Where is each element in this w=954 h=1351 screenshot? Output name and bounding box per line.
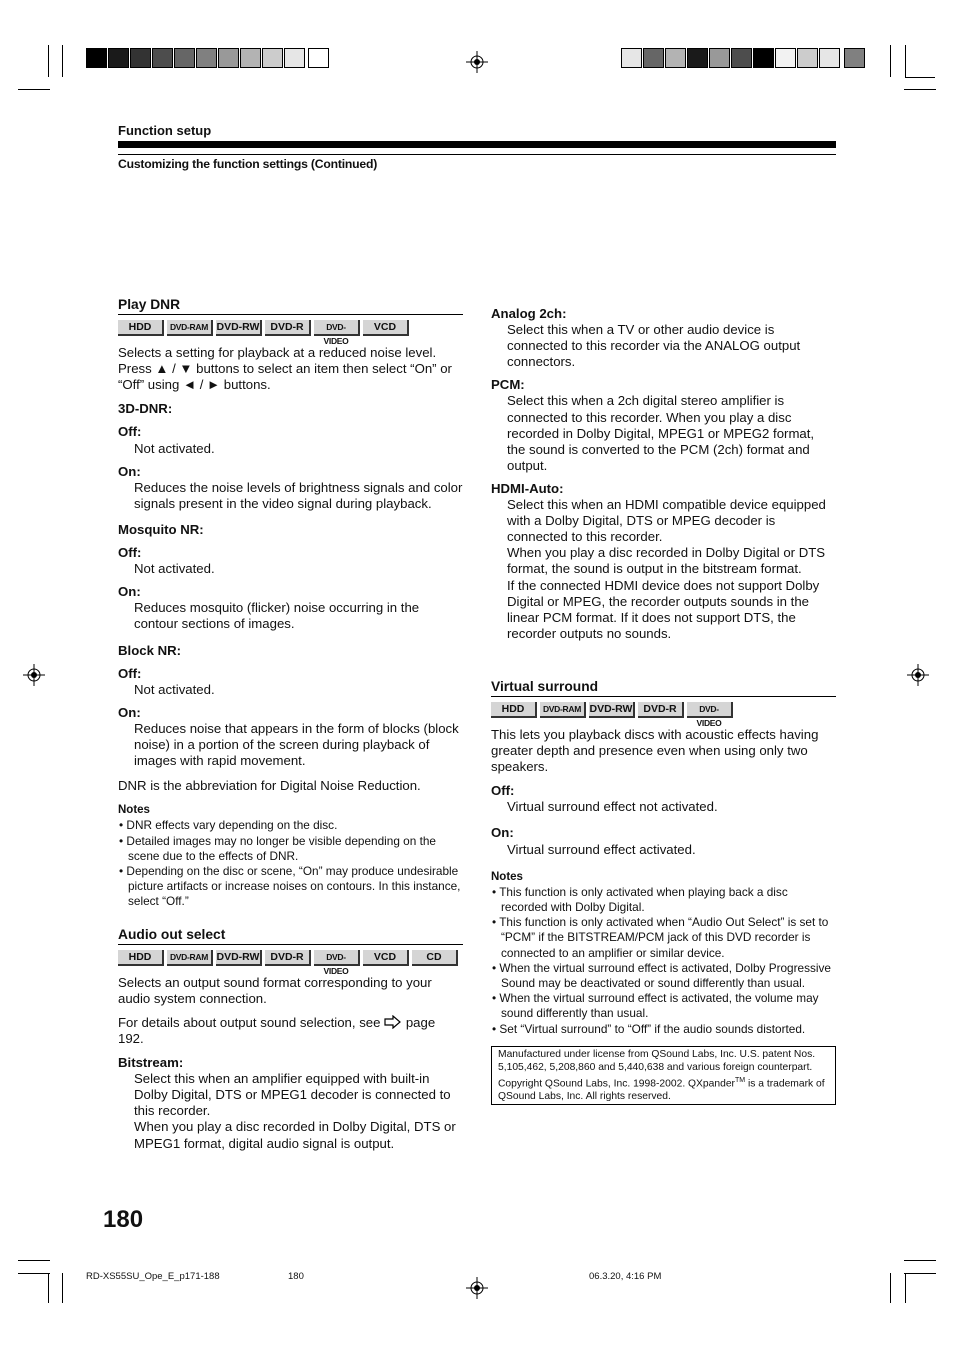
- swatch: [262, 48, 283, 68]
- right-column: [491, 306, 836, 1105]
- footer-file-page: 180: [288, 1271, 304, 1282]
- badge-dvd-r: DVD-R: [265, 320, 311, 336]
- page-number: 180: [103, 1206, 144, 1233]
- badge-vcd: VCD: [363, 950, 409, 966]
- audio-out-intro: Selects an output sound format corresponding to your audio system connection.: [118, 974, 432, 1006]
- vs-on-desc: Virtual surround effect activated.: [507, 841, 696, 857]
- swatch: [130, 48, 151, 68]
- badge-dvd-rw: DVD-RW: [216, 320, 262, 336]
- swatch: [284, 48, 305, 68]
- crop-mark: [905, 77, 935, 78]
- list-item: • When the virtual surround effect is activated, the volume may sound differently than usual.: [491, 991, 836, 1021]
- play-dnr-intro: Selects a setting for playback at a reduced noise level. Press ▲ / ▼ buttons to select an item then select “On” or “Off” using ◄ / ► buttons.: [118, 345, 452, 393]
- badge-dvd-video: DVD-VIDEO: [314, 950, 360, 966]
- badge-dvd-video: DVD-VIDEO: [687, 702, 733, 718]
- vs-off-desc: Virtual surround effect not activated.: [507, 799, 718, 815]
- 3d-dnr-on-term: On:: [118, 463, 141, 479]
- section-header: Function setup: [118, 123, 212, 138]
- 3d-dnr-on-desc: Reduces the noise levels of brightness signals and color signals present in the video signal during playback.: [134, 479, 463, 511]
- hdmi-auto-desc-2: When you play a disc recorded in Dolby Digital or DTS format, the sound is output in the bitstream format.: [507, 545, 826, 577]
- swatch: [775, 48, 796, 68]
- swatch: [665, 48, 686, 68]
- hdmi-auto-desc-3: If the connected HDMI device does not support Dolby Digital or MPEG, the recorder outputs sounds in the linear PCM format. If it does not support DTS, the recorder outputs no sounds.: [507, 577, 820, 641]
- list-item: • This function is only activated when playing back a disc recorded with Dolby Digital.: [491, 885, 836, 915]
- crop-mark: [18, 1260, 50, 1261]
- badge-dvd-ram: DVD-RAM: [167, 950, 213, 966]
- 3d-dnr-off-desc: Not activated.: [134, 440, 215, 456]
- badge-hdd: HDD: [118, 950, 164, 966]
- pcm-term: PCM:: [491, 377, 525, 393]
- block-nr-off-term: Off:: [118, 665, 142, 681]
- play-dnr-notes-title: Notes: [118, 804, 150, 817]
- details-text: For details about output sound selection, see: [118, 1014, 381, 1030]
- swatch: [797, 48, 818, 68]
- registration-mark-icon: [907, 664, 929, 686]
- trademark-symbol: TM: [734, 1076, 746, 1084]
- pcm-desc: Select this when a 2ch digital stereo amplifier is connected to this recorder. When you play a disc recorded in Dolby Digital, MPEG1 or MPEG2 format, the sound is converted to the PCM (2ch) format and output.: [507, 393, 815, 473]
- audio-out-badges: [118, 950, 463, 976]
- crop-mark: [18, 89, 50, 90]
- play-dnr-title: Play DNR: [118, 297, 463, 315]
- crop-mark: [904, 1260, 936, 1261]
- bitstream-desc: Select this when an amplifier equipped with built-in Dolby Digital, DTS or MPEG1 decoder is connected to this recorder.: [134, 1071, 451, 1119]
- swatch: [844, 48, 865, 68]
- audio-out-details: [118, 1015, 463, 1047]
- subsection-header: Customizing the function settings (Continued): [118, 157, 378, 171]
- swatch: [218, 48, 239, 68]
- registration-mark-icon: [466, 1277, 488, 1299]
- list-item: • When the virtual surround effect is activated, Dolby Progressive Sound may be deactivated or sound differently than usual.: [491, 961, 836, 991]
- swatch: [196, 48, 217, 68]
- list-item: • DNR effects vary depending on the disc.: [118, 818, 463, 833]
- license-text: Manufactured under license from QSound Labs, Inc. U.S. patent Nos. 5,105,462, 5,208,860 and 5,440,638 and various foreign counterpart. Copyright QSound Labs, Inc. 1998-2002. QXpander: [498, 1048, 816, 1090]
- license-box: [491, 1046, 836, 1105]
- list-item: • Detailed images may no longer be visible depending on the scene due to the effects of DNR.: [118, 834, 463, 864]
- badge-dvd-rw: DVD-RW: [216, 950, 262, 966]
- left-column: [118, 297, 463, 1152]
- swatch: [643, 48, 664, 68]
- swatch: [108, 48, 129, 68]
- audio-out-title: Audio out select: [118, 927, 463, 945]
- crop-mark: [62, 45, 63, 77]
- hdmi-auto-desc: Select this when an HDMI compatible device equipped with a Dolby Digital, DTS or MPEG decoder is connected to this recorder.: [507, 497, 826, 545]
- header-rule-thin: [118, 154, 836, 155]
- swatch: [240, 48, 261, 68]
- block-nr-title: Block NR:: [118, 642, 182, 658]
- mosquito-nr-on-term: On:: [118, 584, 141, 600]
- list-item: • Set “Virtual surround” to “Off” if the audio sounds distorted.: [491, 1022, 836, 1037]
- vs-on-term: On:: [491, 825, 514, 841]
- badge-dvd-ram: DVD-RAM: [167, 320, 213, 336]
- play-dnr-badges: [118, 320, 463, 347]
- list-item: • Depending on the disc or scene, “On” may produce undesirable picture artifacts or increase noises on contours. In this instance, select “Off.”: [118, 864, 463, 910]
- play-dnr-notes: [118, 818, 463, 909]
- swatch: [709, 48, 730, 68]
- virtual-surround-intro: This lets you playback discs with acoustic effects having greater depth and presence even when using only two speakers.: [491, 726, 819, 775]
- footer-file-name: RD-XS55SU_Ope_E_p171-188: [86, 1271, 220, 1282]
- badge-hdd: HDD: [491, 702, 537, 718]
- swatch: [819, 48, 840, 68]
- crop-mark: [48, 1273, 49, 1303]
- swatch: [753, 48, 774, 68]
- crop-mark: [905, 1273, 906, 1303]
- registration-mark-icon: [466, 51, 488, 73]
- swatch: [86, 48, 107, 68]
- bitstream-desc-2: When you play a disc recorded in Dolby Digital, DTS or MPEG1 format, digital audio signal is output.: [134, 1119, 456, 1151]
- badge-dvd-rw: DVD-RW: [589, 702, 635, 718]
- block-nr-on-desc: Reduces noise that appears in the form of blocks (block noise) in a portion of the screen during playback of images with rapid movement.: [134, 720, 459, 769]
- crop-mark: [48, 45, 49, 77]
- bitstream-term: Bitstream:: [118, 1055, 184, 1071]
- crop-mark: [904, 1273, 936, 1274]
- crop-mark: [890, 45, 891, 77]
- vs-notes-title: Notes: [491, 870, 523, 883]
- license-text-2: is a trademark of QSound Labs, Inc. All rights reserved.: [498, 1078, 825, 1103]
- crop-mark: [904, 89, 936, 90]
- swatch: [687, 48, 708, 68]
- badge-dvd-r: DVD-R: [265, 950, 311, 966]
- details-page: page 192.: [118, 1014, 436, 1046]
- badge-hdd: HDD: [118, 320, 164, 336]
- virtual-surround-title: Virtual surround: [491, 679, 836, 697]
- mosquito-nr-on-desc: Reduces mosquito (flicker) noise occurring in the contour sections of images.: [134, 600, 420, 632]
- badge-dvd-video: DVD-VIDEO: [314, 320, 360, 336]
- swatch: [731, 48, 752, 68]
- list-item: • This function is only activated when “Audio Out Select” is set to “PCM” if the BITSTREAM/PCM jack of this DVD recorder is connected to an amplifier or similar device.: [491, 915, 836, 961]
- page-reference-arrow-icon: [384, 1015, 402, 1029]
- hdmi-auto-term: HDMI-Auto:: [491, 480, 564, 496]
- footer-timestamp: 06.3.20, 4:16 PM: [589, 1271, 662, 1282]
- mosquito-nr-off-desc: Not activated.: [134, 561, 215, 577]
- vs-off-term: Off:: [491, 783, 515, 799]
- mosquito-nr-title: Mosquito NR:: [118, 521, 204, 537]
- swatch: [152, 48, 173, 68]
- crop-mark: [18, 1273, 50, 1274]
- badge-vcd: VCD: [363, 320, 409, 336]
- swatch: [621, 48, 642, 68]
- registration-mark-icon: [23, 664, 45, 686]
- block-nr-off-desc: Not activated.: [134, 681, 215, 697]
- mosquito-nr-off-term: Off:: [118, 545, 142, 561]
- analog-2ch-term: Analog 2ch:: [491, 306, 567, 321]
- analog-2ch-desc: Select this when a TV or other audio device is connected to this recorder via the ANALOG output connectors.: [507, 322, 801, 370]
- virtual-surround-badges: [491, 702, 836, 728]
- 3d-dnr-off-term: Off:: [118, 424, 142, 440]
- swatch: [308, 48, 329, 68]
- 3d-dnr-title: 3D-DNR:: [118, 401, 173, 417]
- block-nr-on-term: On:: [118, 704, 141, 720]
- crop-mark: [62, 1273, 63, 1303]
- badge-dvd-r: DVD-R: [638, 702, 684, 718]
- swatch: [174, 48, 195, 68]
- crop-mark: [905, 45, 906, 77]
- badge-dvd-ram: DVD-RAM: [540, 702, 586, 718]
- header-rule-thick: [118, 141, 836, 148]
- dnr-abbreviation-note: DNR is the abbreviation for Digital Noise Reduction.: [118, 778, 421, 794]
- badge-cd: CD: [412, 950, 458, 966]
- crop-mark: [890, 1273, 891, 1303]
- vs-notes: [491, 885, 836, 1037]
